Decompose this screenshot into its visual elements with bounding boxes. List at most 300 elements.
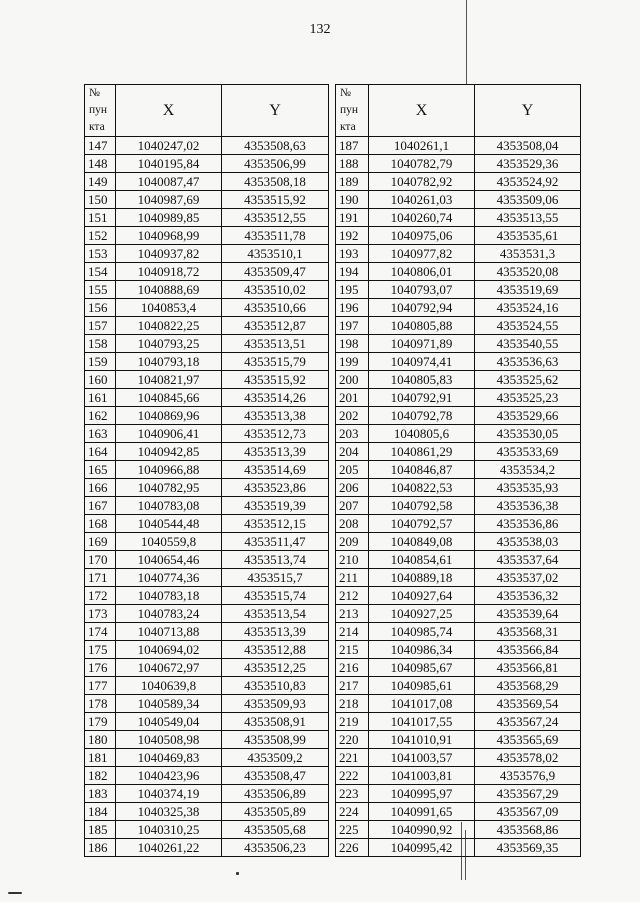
point-number: 153 [85, 245, 116, 263]
x-coordinate: 1040968,99 [116, 227, 222, 245]
table-row [85, 155, 329, 173]
table-row [85, 821, 329, 839]
x-coordinate: 1041017,55 [369, 713, 475, 731]
y-coordinate: 4353513,74 [222, 551, 329, 569]
y-coordinate: 4353506,23 [222, 839, 329, 857]
table-row [336, 569, 581, 587]
table-row [85, 713, 329, 731]
x-coordinate: 1040774,36 [116, 569, 222, 587]
y-coordinate: 4353569,54 [475, 695, 581, 713]
point-number: 185 [85, 821, 116, 839]
table-row [85, 173, 329, 191]
x-coordinate: 1040846,87 [369, 461, 475, 479]
point-number: 165 [85, 461, 116, 479]
x-coordinate: 1040261,1 [369, 137, 475, 155]
table-row [336, 245, 581, 263]
table-row [336, 389, 581, 407]
y-coordinate: 4353523,86 [222, 479, 329, 497]
table-row [85, 227, 329, 245]
point-number: 190 [336, 191, 369, 209]
point-number: 169 [85, 533, 116, 551]
table-row [85, 245, 329, 263]
table-row [336, 623, 581, 641]
point-number: 204 [336, 443, 369, 461]
y-coordinate: 4353512,55 [222, 209, 329, 227]
table-row [85, 209, 329, 227]
table-row [336, 497, 581, 515]
table-row [85, 371, 329, 389]
point-number: 205 [336, 461, 369, 479]
y-coordinate: 4353519,69 [475, 281, 581, 299]
scan-speck [8, 892, 22, 894]
table-row [85, 353, 329, 371]
y-coordinate: 4353512,88 [222, 641, 329, 659]
point-number: 209 [336, 533, 369, 551]
y-coordinate: 4353515,7 [222, 569, 329, 587]
point-number: 210 [336, 551, 369, 569]
y-coordinate: 4353540,55 [475, 335, 581, 353]
table-row [85, 335, 329, 353]
y-coordinate: 4353508,99 [222, 731, 329, 749]
x-coordinate: 1040195,84 [116, 155, 222, 173]
table-row [85, 605, 329, 623]
point-number: 222 [336, 767, 369, 785]
table-row [85, 677, 329, 695]
x-coordinate: 1040793,25 [116, 335, 222, 353]
point-number: 208 [336, 515, 369, 533]
y-coordinate: 4353525,62 [475, 371, 581, 389]
x-coordinate: 1040805,83 [369, 371, 475, 389]
table-row [85, 767, 329, 785]
x-coordinate: 1040821,97 [116, 371, 222, 389]
table-row [85, 803, 329, 821]
point-number: 199 [336, 353, 369, 371]
x-coordinate: 1040822,53 [369, 479, 475, 497]
y-coordinate: 4353509,06 [475, 191, 581, 209]
point-number: 180 [85, 731, 116, 749]
table-row [85, 317, 329, 335]
y-coordinate: 4353536,38 [475, 497, 581, 515]
table-row [85, 407, 329, 425]
x-coordinate: 1040247,02 [116, 137, 222, 155]
table-header-row [85, 85, 329, 137]
y-coordinate: 4353510,1 [222, 245, 329, 263]
x-coordinate: 1040260,74 [369, 209, 475, 227]
x-coordinate: 1040782,92 [369, 173, 475, 191]
table-row [336, 641, 581, 659]
point-number: 212 [336, 587, 369, 605]
x-coordinate: 1041003,81 [369, 767, 475, 785]
x-coordinate: 1040995,97 [369, 785, 475, 803]
point-number: 195 [336, 281, 369, 299]
table-row [336, 443, 581, 461]
table-row [336, 155, 581, 173]
x-coordinate: 1040783,08 [116, 497, 222, 515]
point-number: 152 [85, 227, 116, 245]
x-coordinate: 1040713,88 [116, 623, 222, 641]
point-number: 181 [85, 749, 116, 767]
x-coordinate: 1040792,58 [369, 497, 475, 515]
point-number: 189 [336, 173, 369, 191]
y-coordinate: 4353529,36 [475, 155, 581, 173]
y-coordinate: 4353569,35 [475, 839, 581, 857]
y-coordinate: 4353566,84 [475, 641, 581, 659]
x-coordinate: 1040985,74 [369, 623, 475, 641]
point-number: 202 [336, 407, 369, 425]
table-row [336, 695, 581, 713]
point-number: 213 [336, 605, 369, 623]
y-coordinate: 4353512,87 [222, 317, 329, 335]
y-coordinate: 4353509,93 [222, 695, 329, 713]
table-row [85, 389, 329, 407]
y-coordinate: 4353515,92 [222, 371, 329, 389]
point-number: 197 [336, 317, 369, 335]
table-row [85, 515, 329, 533]
x-coordinate: 1040792,57 [369, 515, 475, 533]
point-number: 187 [336, 137, 369, 155]
y-coordinate: 4353511,78 [222, 227, 329, 245]
table-row [336, 803, 581, 821]
point-number: 147 [85, 137, 116, 155]
x-coordinate: 1040589,34 [116, 695, 222, 713]
table-row [85, 569, 329, 587]
point-number: 196 [336, 299, 369, 317]
table-row [336, 821, 581, 839]
x-coordinate: 1040985,61 [369, 677, 475, 695]
table-row [336, 515, 581, 533]
y-coordinate: 4353508,04 [475, 137, 581, 155]
point-number: 220 [336, 731, 369, 749]
x-coordinate: 1040423,96 [116, 767, 222, 785]
x-coordinate: 1040853,4 [116, 299, 222, 317]
x-coordinate: 1040888,69 [116, 281, 222, 299]
point-number: 216 [336, 659, 369, 677]
y-coordinate: 4353513,39 [222, 443, 329, 461]
x-coordinate: 1040793,07 [369, 281, 475, 299]
x-coordinate: 1040469,83 [116, 749, 222, 767]
y-coordinate: 4353508,63 [222, 137, 329, 155]
table-row [85, 533, 329, 551]
table-row [85, 659, 329, 677]
y-coordinate: 4353536,86 [475, 515, 581, 533]
point-number: 192 [336, 227, 369, 245]
x-coordinate: 1040966,88 [116, 461, 222, 479]
point-number: 206 [336, 479, 369, 497]
point-number-header: № пун кта [336, 85, 369, 137]
x-coordinate: 1040861,29 [369, 443, 475, 461]
y-coordinate: 4353513,38 [222, 407, 329, 425]
y-coordinate: 4353513,54 [222, 605, 329, 623]
table-row [85, 839, 329, 857]
x-coordinate: 1040889,18 [369, 569, 475, 587]
point-number: 225 [336, 821, 369, 839]
x-coordinate: 1040782,95 [116, 479, 222, 497]
point-number: 203 [336, 425, 369, 443]
y-coordinate: 4353576,9 [475, 767, 581, 785]
x-coordinate: 1040974,41 [369, 353, 475, 371]
table-row [336, 605, 581, 623]
table-row [336, 731, 581, 749]
y-coordinate: 4353520,08 [475, 263, 581, 281]
y-coordinate: 4353506,89 [222, 785, 329, 803]
y-coordinate: 4353511,47 [222, 533, 329, 551]
x-coordinate: 1040793,18 [116, 353, 222, 371]
x-coordinate: 1040942,85 [116, 443, 222, 461]
x-coordinate: 1040261,22 [116, 839, 222, 857]
y-coordinate: 4353515,79 [222, 353, 329, 371]
y-coordinate: 4353510,02 [222, 281, 329, 299]
table-row [85, 299, 329, 317]
table-row [85, 731, 329, 749]
x-header: X [369, 85, 475, 137]
table-row [336, 191, 581, 209]
table-row [336, 227, 581, 245]
table-row [336, 533, 581, 551]
table-row [336, 317, 581, 335]
point-number: 155 [85, 281, 116, 299]
x-coordinate: 1040927,64 [369, 587, 475, 605]
point-number: 163 [85, 425, 116, 443]
y-coordinate: 4353568,31 [475, 623, 581, 641]
point-number: 157 [85, 317, 116, 335]
table-row [85, 785, 329, 803]
point-number: 159 [85, 353, 116, 371]
point-number: 156 [85, 299, 116, 317]
y-coordinate: 4353513,51 [222, 335, 329, 353]
y-coordinate: 4353538,03 [475, 533, 581, 551]
table-header-row [336, 85, 581, 137]
point-number: 219 [336, 713, 369, 731]
point-number: 175 [85, 641, 116, 659]
x-coordinate: 1040995,42 [369, 839, 475, 857]
y-coordinate: 4353515,92 [222, 191, 329, 209]
y-coordinate: 4353530,05 [475, 425, 581, 443]
y-coordinate: 4353505,89 [222, 803, 329, 821]
point-number: 186 [85, 839, 116, 857]
x-coordinate: 1040639,8 [116, 677, 222, 695]
y-coordinate: 4353512,73 [222, 425, 329, 443]
table-row [85, 749, 329, 767]
point-number: 158 [85, 335, 116, 353]
x-coordinate: 1040975,06 [369, 227, 475, 245]
table-row [336, 839, 581, 857]
x-coordinate: 1040805,6 [369, 425, 475, 443]
x-coordinate: 1040783,24 [116, 605, 222, 623]
x-coordinate: 1040782,79 [369, 155, 475, 173]
y-coordinate: 4353531,3 [475, 245, 581, 263]
x-coordinate: 1040325,38 [116, 803, 222, 821]
y-coordinate: 4353567,09 [475, 803, 581, 821]
y-coordinate: 4353566,81 [475, 659, 581, 677]
table-row [336, 371, 581, 389]
table-row [336, 749, 581, 767]
y-coordinate: 4353524,16 [475, 299, 581, 317]
y-coordinate: 4353535,93 [475, 479, 581, 497]
point-number: 171 [85, 569, 116, 587]
y-coordinate: 4353567,29 [475, 785, 581, 803]
point-number: 154 [85, 263, 116, 281]
x-coordinate: 1040310,25 [116, 821, 222, 839]
table-row [336, 209, 581, 227]
point-number: 183 [85, 785, 116, 803]
y-coordinate: 4353508,91 [222, 713, 329, 731]
x-coordinate: 1040822,25 [116, 317, 222, 335]
point-number-header: № пун кта [85, 85, 116, 137]
point-number: 221 [336, 749, 369, 767]
y-coordinate: 4353524,55 [475, 317, 581, 335]
scan-speck [236, 872, 239, 875]
y-coordinate: 4353535,61 [475, 227, 581, 245]
y-coordinate: 4353514,26 [222, 389, 329, 407]
point-number: 150 [85, 191, 116, 209]
x-coordinate: 1040845,66 [116, 389, 222, 407]
x-coordinate: 1040849,08 [369, 533, 475, 551]
x-coordinate: 1040783,18 [116, 587, 222, 605]
table-row [336, 407, 581, 425]
point-number: 184 [85, 803, 116, 821]
y-coordinate: 4353537,64 [475, 551, 581, 569]
point-number: 218 [336, 695, 369, 713]
y-coordinate: 4353525,23 [475, 389, 581, 407]
x-coordinate: 1040672,97 [116, 659, 222, 677]
y-coordinate: 4353509,2 [222, 749, 329, 767]
x-coordinate: 1040694,02 [116, 641, 222, 659]
table-row [336, 587, 581, 605]
point-number: 161 [85, 389, 116, 407]
table-row [85, 191, 329, 209]
point-number: 211 [336, 569, 369, 587]
y-coordinate: 4353578,02 [475, 749, 581, 767]
table-row [336, 659, 581, 677]
y-coordinate: 4353534,2 [475, 461, 581, 479]
point-number: 198 [336, 335, 369, 353]
x-coordinate: 1040986,34 [369, 641, 475, 659]
x-coordinate: 1040806,01 [369, 263, 475, 281]
table-row [336, 335, 581, 353]
y-coordinate: 4353529,66 [475, 407, 581, 425]
y-coordinate: 4353505,68 [222, 821, 329, 839]
table-row [336, 713, 581, 731]
point-number: 151 [85, 209, 116, 227]
table-row [85, 281, 329, 299]
y-coordinate: 4353519,39 [222, 497, 329, 515]
y-coordinate: 4353512,25 [222, 659, 329, 677]
x-coordinate: 1040559,8 [116, 533, 222, 551]
point-number: 200 [336, 371, 369, 389]
point-number: 172 [85, 587, 116, 605]
x-header: X [116, 85, 222, 137]
point-number: 176 [85, 659, 116, 677]
point-number: 193 [336, 245, 369, 263]
point-number: 207 [336, 497, 369, 515]
table-row [336, 281, 581, 299]
point-number: 148 [85, 155, 116, 173]
x-coordinate: 1040918,72 [116, 263, 222, 281]
x-coordinate: 1040374,19 [116, 785, 222, 803]
x-coordinate: 1040549,04 [116, 713, 222, 731]
x-coordinate: 1041010,91 [369, 731, 475, 749]
point-number: 179 [85, 713, 116, 731]
x-coordinate: 1040805,88 [369, 317, 475, 335]
y-coordinate: 4353508,47 [222, 767, 329, 785]
table-row [336, 551, 581, 569]
table-row [85, 497, 329, 515]
coordinates-table-right [335, 84, 581, 857]
table-row [336, 479, 581, 497]
table-row [85, 479, 329, 497]
table-row [85, 263, 329, 281]
x-coordinate: 1040869,96 [116, 407, 222, 425]
x-coordinate: 1040261,03 [369, 191, 475, 209]
point-number: 224 [336, 803, 369, 821]
y-header: Y [222, 85, 329, 137]
x-coordinate: 1041003,57 [369, 749, 475, 767]
x-coordinate: 1040927,25 [369, 605, 475, 623]
y-coordinate: 4353512,15 [222, 515, 329, 533]
y-coordinate: 4353515,74 [222, 587, 329, 605]
table-row [85, 443, 329, 461]
x-coordinate: 1040087,47 [116, 173, 222, 191]
table-row [85, 461, 329, 479]
point-number: 149 [85, 173, 116, 191]
point-number: 214 [336, 623, 369, 641]
table-row [336, 461, 581, 479]
x-coordinate: 1040792,91 [369, 389, 475, 407]
table-row [336, 137, 581, 155]
point-number: 178 [85, 695, 116, 713]
x-coordinate: 1040971,89 [369, 335, 475, 353]
point-number: 226 [336, 839, 369, 857]
y-coordinate: 4353510,83 [222, 677, 329, 695]
table-row [85, 641, 329, 659]
point-number: 215 [336, 641, 369, 659]
x-coordinate: 1040989,85 [116, 209, 222, 227]
table-row [336, 425, 581, 443]
point-number: 223 [336, 785, 369, 803]
table-row [336, 785, 581, 803]
table-row [336, 299, 581, 317]
table-row [85, 587, 329, 605]
x-coordinate: 1040906,41 [116, 425, 222, 443]
y-coordinate: 4353536,63 [475, 353, 581, 371]
y-coordinate: 4353513,55 [475, 209, 581, 227]
y-coordinate: 4353513,39 [222, 623, 329, 641]
table-row [336, 263, 581, 281]
table-row [336, 677, 581, 695]
point-number: 174 [85, 623, 116, 641]
y-header: Y [475, 85, 581, 137]
table-row [336, 353, 581, 371]
table-row [85, 137, 329, 155]
y-coordinate: 4353510,66 [222, 299, 329, 317]
table-row [85, 425, 329, 443]
x-coordinate: 1040508,98 [116, 731, 222, 749]
x-coordinate: 1040937,82 [116, 245, 222, 263]
point-number: 201 [336, 389, 369, 407]
coordinates-table-left [84, 84, 329, 857]
y-coordinate: 4353506,99 [222, 155, 329, 173]
y-coordinate: 4353539,64 [475, 605, 581, 623]
point-number: 167 [85, 497, 116, 515]
x-coordinate: 1040792,94 [369, 299, 475, 317]
page-number: 132 [309, 22, 331, 37]
point-number: 170 [85, 551, 116, 569]
y-coordinate: 4353514,69 [222, 461, 329, 479]
point-number: 173 [85, 605, 116, 623]
y-coordinate: 4353568,29 [475, 677, 581, 695]
x-coordinate: 1041017,08 [369, 695, 475, 713]
x-coordinate: 1040985,67 [369, 659, 475, 677]
